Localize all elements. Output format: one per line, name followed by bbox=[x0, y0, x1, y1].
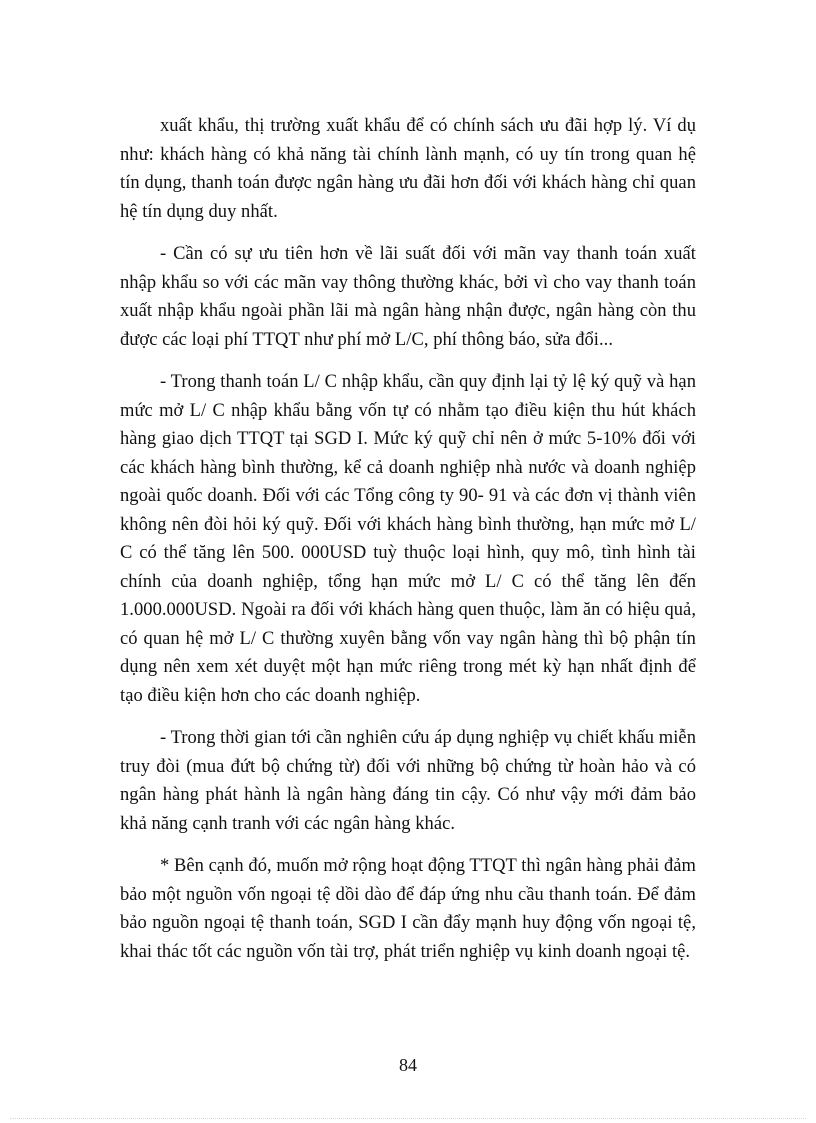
page-number: 84 bbox=[399, 1055, 417, 1075]
paragraph-3: - Trong thanh toán L/ C nhập khẩu, cần quy định lại tỷ lệ ký quỹ và hạn mức mở L/ C nhập khẩu bằng vốn tự có nhằm tạo điều kiện thu hút khách hàng giao dịch TTQT tại SGD I. Mức ký quỹ chỉ nên ở mức 5-10% đối với các khách hàng bình thường, kể cả doanh nghiệp nhà nước và doanh nghiệp ngoài quốc doanh. Đối với các Tổng công ty 90- 91 và các đơn vị thành viên không nên đòi hỏi ký quỹ. Đối với khách hàng bình thường, hạn mức mở L/ C có thể tăng lên 500. 000USD tuỳ thuộc loại hình, quy mô, tình hình tài chính của doanh nghiệp, tổng hạn mức mở L/ C có thể tăng lên đến 1.000.000USD. Ngoài ra đối với khách hàng quen thuộc, làm ăn có hiệu quả, có quan hệ mở L/ C thường xuyên bằng vốn vay ngân hàng thì bộ phận tín dụng nên xem xét duyệt một hạn mức riêng trong mét kỳ hạn nhất định để tạo điều kiện hơn cho các doanh nghiệp. bbox=[120, 372, 696, 706]
paragraph-5: * Bên cạnh đó, muốn mở rộng hoạt động TTQT thì ngân hàng phải đảm bảo một nguồn vốn ngoại tệ dồi dào để đáp ứng nhu cầu thanh toán. Để đảm bảo nguồn ngoại tệ thanh toán, SGD I cần đẩy mạnh huy động vốn ngoại tệ, khai thác tốt các nguồn vốn tài trợ, phát triển nghiệp vụ kinh doanh ngoại tệ. bbox=[120, 856, 696, 962]
page-edge-divider bbox=[10, 1118, 806, 1119]
paragraph-2: - Cần có sự ưu tiên hơn về lãi suất đối với mãn vay thanh toán xuất nhập khẩu so với các mãn vay thông thường khác, bởi vì cho vay thanh toán xuất nhập khẩu ngoài phần lãi mà ngân hàng nhận được, ngân hàng còn thu được các loại phí TTQT như phí mở L/C, phí thông báo, sửa đổi... bbox=[120, 244, 696, 350]
body-text bbox=[120, 112, 696, 980]
paragraph-1: xuất khẩu, thị trường xuất khẩu để có chính sách ưu đãi hợp lý. Ví dụ như: khách hàng có khả năng tài chính lành mạnh, có uy tín trong quan hệ tín dụng, thanh toán được ngân hàng ưu đãi hơn đối với khách hàng chỉ quan hệ tín dụng duy nhất. bbox=[120, 116, 696, 222]
paragraph-4: - Trong thời gian tới cần nghiên cứu áp dụng nghiệp vụ chiết khấu miễn truy đòi (mua đứt bộ chứng từ) đối với những bộ chứng từ hoàn hảo và có ngân hàng phát hành là ngân hàng đáng tin cậy. Có như vậy mới đảm bảo khả năng cạnh tranh với các ngân hàng khác. bbox=[120, 728, 696, 834]
